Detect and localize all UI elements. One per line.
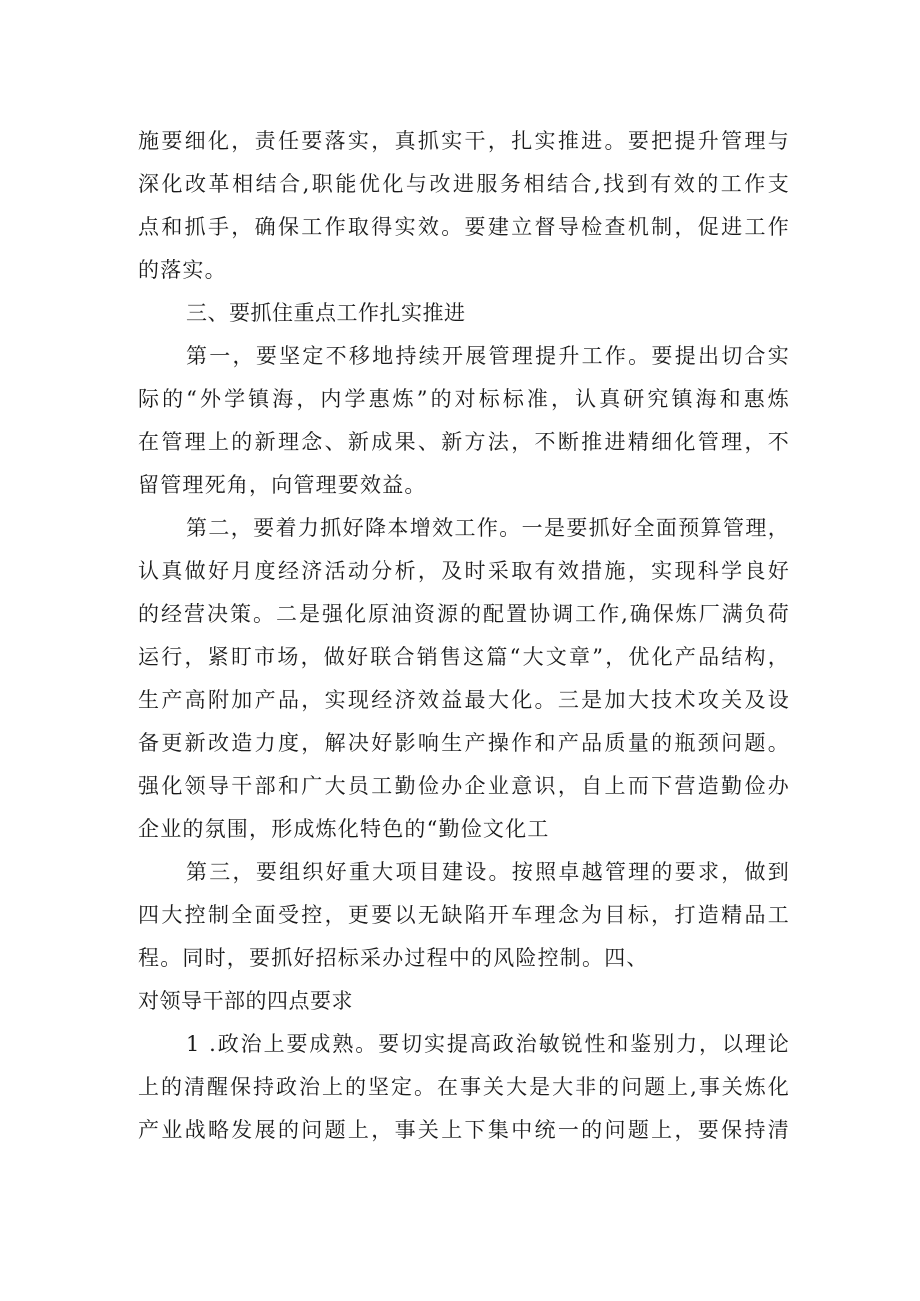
paragraph-line: 企业的氛围，形成炼化特色的“勤俭文化工 <box>138 817 550 841</box>
paragraph-line: 际的“外学镇海，内学惠炼”的对标标准，认真研究镇海和惠炼 <box>138 387 790 411</box>
paragraph-line: 产业战略发展的问题上，事关上下集中统一的问题上，要保持清 <box>138 1118 790 1142</box>
paragraph-line: 深化改革相结合,职能优化与改进服务相结合,找到有效的工作支 <box>138 172 790 196</box>
paragraph-line: 运行，紧盯市场，做好联合销售这篇“大文章”，优化产品结构， <box>138 645 790 669</box>
paragraph-line: 程。同时，要抓好招标采办过程中的风险控制。四、 <box>138 946 649 970</box>
paragraph-line: 四大控制全面受控，更要以无缺陷开车理念为目标，打造精品工 <box>138 903 790 927</box>
section-heading: 对领导干部的四点要求 <box>138 989 353 1013</box>
paragraph-line: 点和抓手，确保工作取得实效。要建立督导检查机制，促进工作 <box>138 215 790 239</box>
paragraph-line: 的经营决策。二是强化原油资源的配置协调工作,确保炼厂满负荷 <box>138 602 790 626</box>
paragraph-line: 第一，要坚定不移地持续开展管理提升工作。要提出切合实 <box>186 344 790 368</box>
paragraph-line: 第二，要着力抓好降本增效工作。一是要抓好全面预算管理， <box>186 516 790 540</box>
paragraph-line: 在管理上的新理念、新成果、新方法，不断推进精细化管理，不 <box>138 430 790 454</box>
paragraph-line: 强化领导干部和广大员工勤俭办企业意识，自上而下营造勤俭办 <box>138 774 790 798</box>
paragraph-line: 留管理死角，向管理要效益。 <box>138 473 427 497</box>
paragraph-line: 第三，要组织好重大项目建设。按照卓越管理的要求，做到 <box>186 860 790 884</box>
paragraph-line: 的落实。 <box>138 258 227 282</box>
paragraph-line: 认真做好月度经济活动分析，及时采取有效措施，实现科学良好 <box>138 559 790 583</box>
paragraph-line: 施要细化，责任要落实，真抓实干，扎实推进。要把提升管理与 <box>138 129 790 153</box>
paragraph-line: 备更新改造力度，解决好影响生产操作和产品质量的瓶颈问题。 <box>138 731 790 755</box>
paragraph-line: 生产高附加产品，实现经济效益最大化。三是加大技术攻关及设 <box>138 688 790 712</box>
paragraph-line: 上的清醒保持政治上的坚定。在事关大是大非的问题上,事关炼化 <box>138 1075 790 1099</box>
section-heading: 三、要抓住重点工作扎实推进 <box>186 301 466 325</box>
paragraph-line: 1 .政治上要成熟。要切实提高政治敏锐性和鉴别力，以理论 <box>186 1032 790 1056</box>
